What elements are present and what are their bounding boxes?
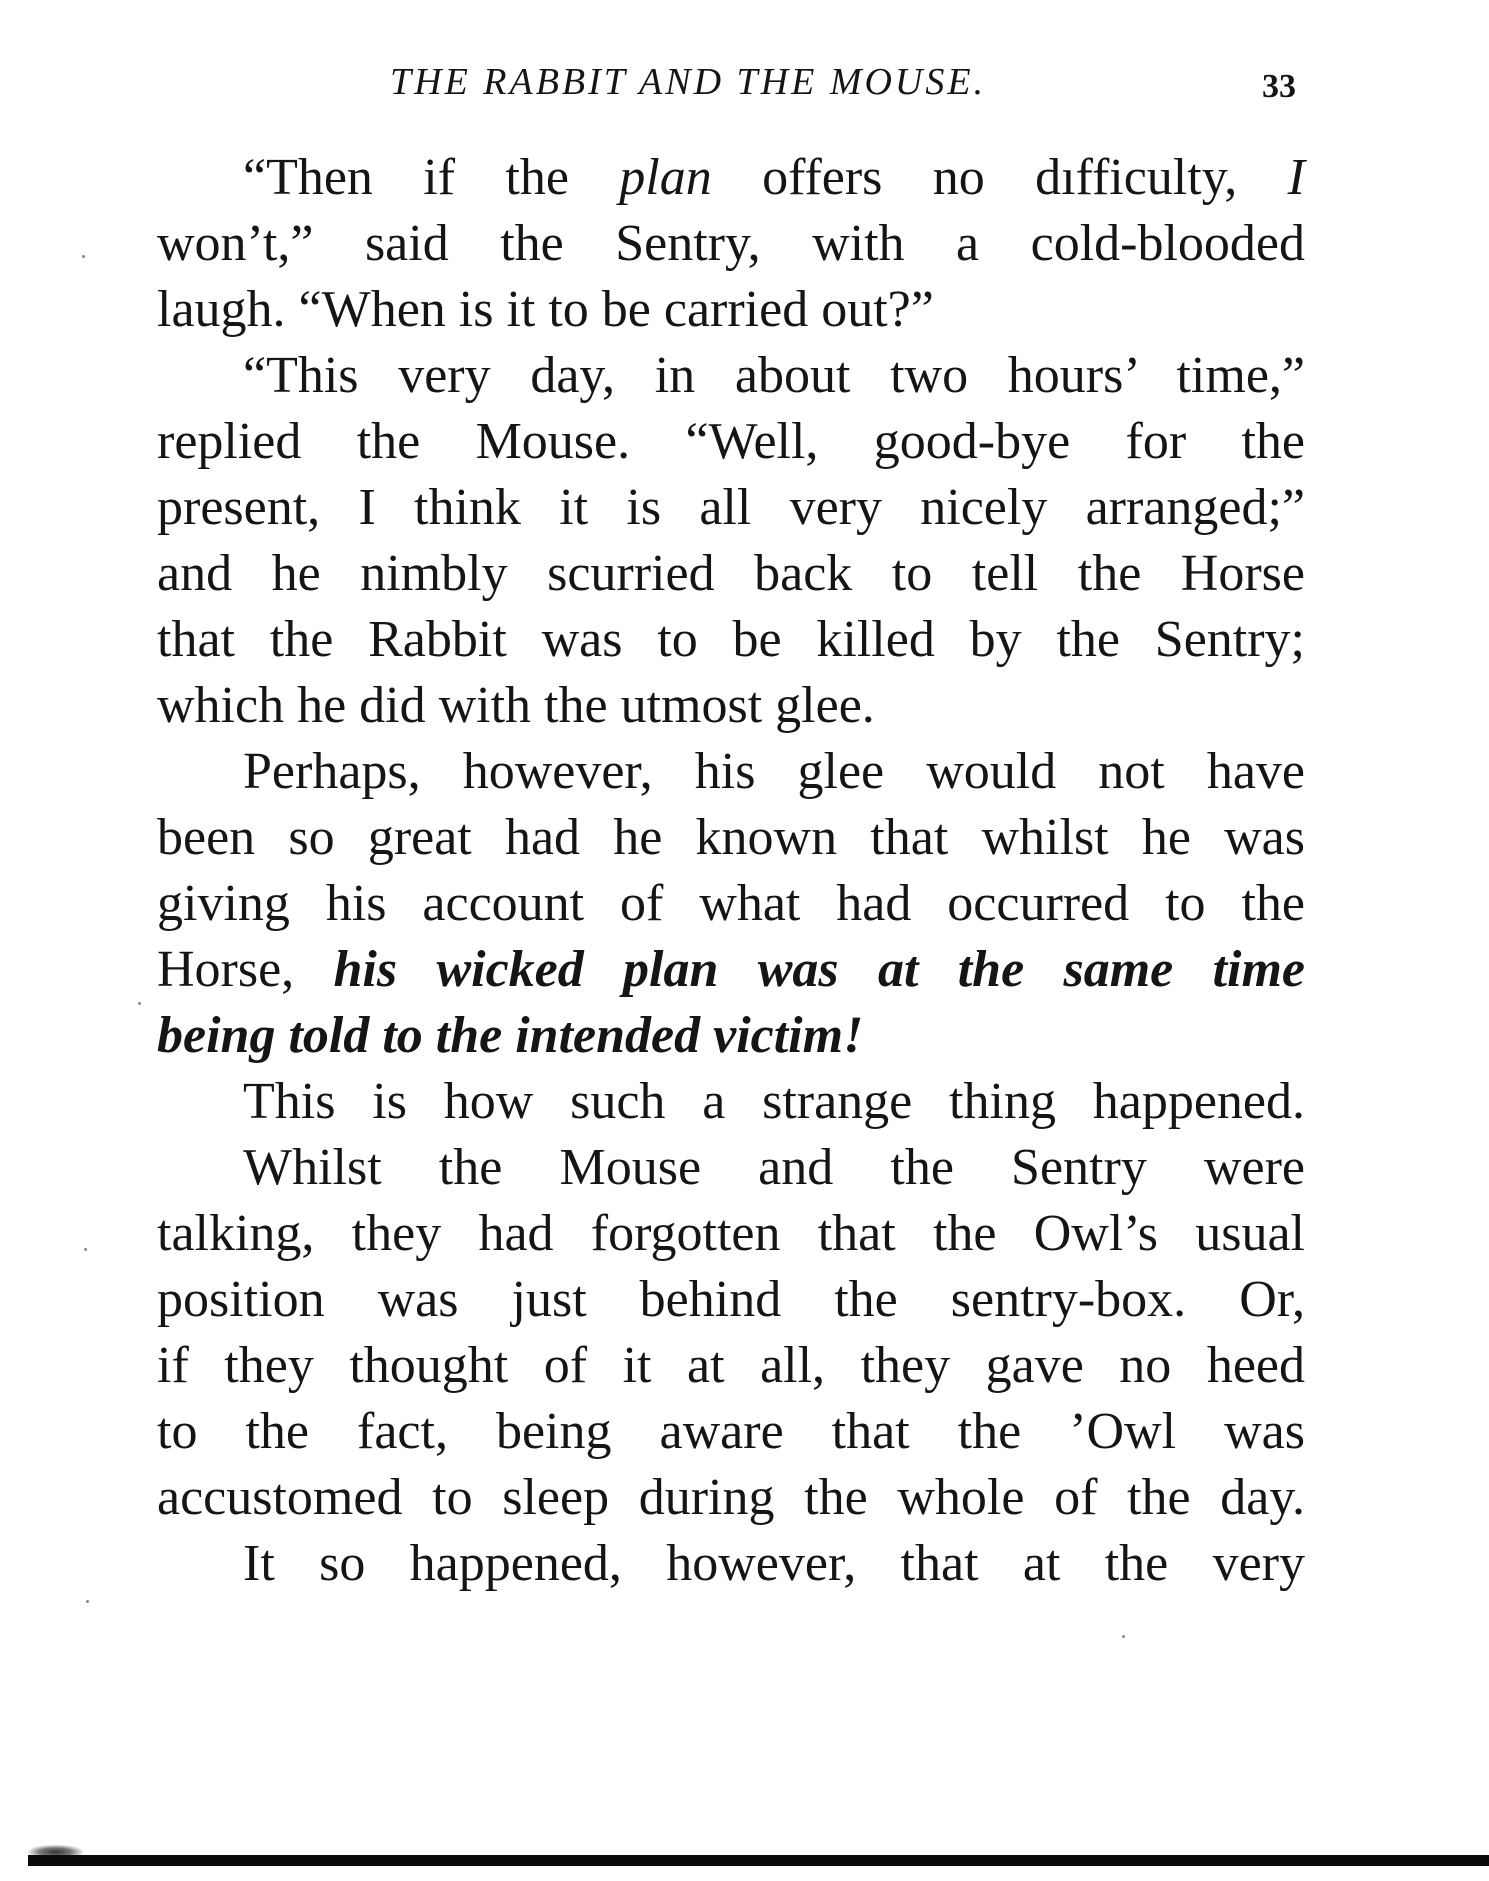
- text-line: laugh. “When is it to be carried out?”: [157, 281, 934, 338]
- text-line: position was just behind the sentry-box. Or,: [157, 1271, 1305, 1328]
- text-line: “This very day, in about two hours’ time,”: [243, 347, 1305, 404]
- text-line: Whilst the Mouse and the Sentry were: [243, 1139, 1305, 1196]
- body-text: [157, 145, 1305, 1597]
- text-line: which he did with the utmost glee.: [157, 677, 875, 734]
- page-number: 33: [1262, 68, 1296, 105]
- scan-speck: [138, 1002, 141, 1005]
- text-line: if they thought of it at all, they gave no heed: [157, 1337, 1305, 1394]
- text-line: It so happened, however, that at the very: [243, 1535, 1305, 1592]
- text-line: to the fact, being aware that the ’Owl was: [157, 1403, 1305, 1460]
- emphasis-i: I: [1287, 149, 1305, 206]
- italic-emphasis: his wicked plan was at the same time: [333, 941, 1306, 998]
- scan-speck: [1122, 1635, 1125, 1638]
- text-line: replied the Mouse. “Well, good-bye for the: [157, 413, 1305, 470]
- text-line: accustomed to sleep during the whole of the day.: [157, 1469, 1305, 1526]
- text-line: This is how such a strange thing happened.: [243, 1073, 1305, 1130]
- text-line-italic: being told to the intended victim!: [157, 1007, 864, 1064]
- scan-speck: [86, 1600, 89, 1603]
- running-head-title: THE RABBIT AND THE MOUSE.: [390, 61, 987, 103]
- text-line: Horse, his wicked plan was at the same time: [157, 941, 1306, 998]
- text-line: giving his account of what had occurred to the: [157, 875, 1305, 932]
- text-line: been so great had he known that whilst he was: [157, 809, 1305, 866]
- text-line: that the Rabbit was to be killed by the Sentry;: [157, 611, 1305, 668]
- text-line: and he nimbly scurried back to tell the Horse: [157, 545, 1305, 602]
- text-line: present, I think it is all very nicely arranged;”: [157, 479, 1305, 536]
- bottom-rule: [28, 1855, 1489, 1866]
- emphasis-plan: plan: [619, 149, 712, 206]
- scan-speck: [82, 255, 85, 258]
- text-line: “Then if the plan offers no dıfficulty, I: [243, 149, 1305, 206]
- text-line: Perhaps, however, his glee would not have: [243, 743, 1305, 800]
- text-line: won’t,” said the Sentry, with a cold-blooded: [157, 215, 1305, 272]
- scan-speck: [84, 1248, 87, 1251]
- text-line: talking, they had forgotten that the Owl’s usual: [157, 1205, 1305, 1262]
